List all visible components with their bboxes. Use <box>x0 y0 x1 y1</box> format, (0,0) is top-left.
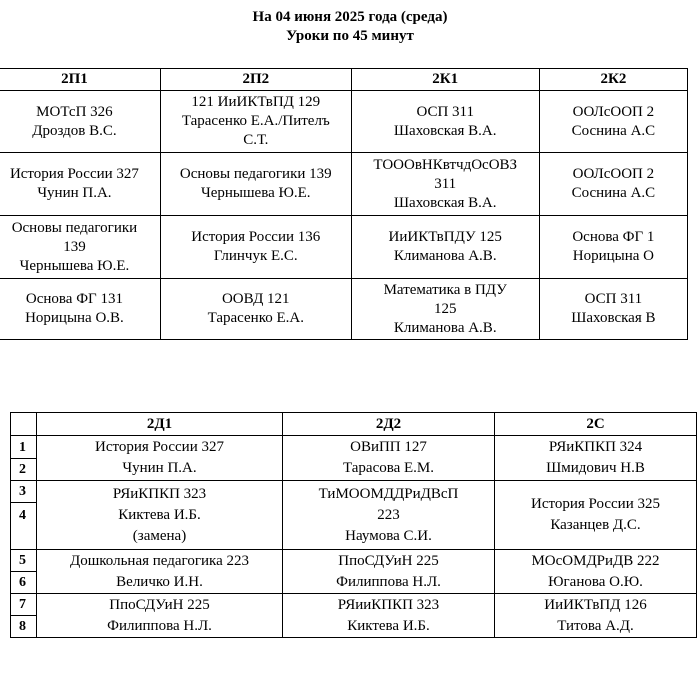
lesson-cell: ООЛсООП 2 Соснина А.С <box>539 153 687 216</box>
lesson-number: 1 <box>11 436 37 459</box>
lesson-cell: МОТсП 326 Дроздов В.С. <box>0 91 160 153</box>
column-header: 2Д1 <box>37 413 283 436</box>
table-row <box>0 91 688 153</box>
schedule-table-bottom <box>10 412 697 638</box>
lesson-cell: РЯиКПКП 323 Киктева И.Б. (замена) <box>37 481 283 550</box>
lesson-cell: Основа ФГ 131 Норицына О.В. <box>0 279 160 340</box>
table-row <box>0 216 688 279</box>
column-header: 2С <box>495 413 697 436</box>
lesson-number-header <box>11 413 37 436</box>
lesson-number: 2 <box>11 459 37 481</box>
lesson-cell: ТОООвНКвтчдОсОВЗ 311 Шаховская В.А. <box>351 153 539 216</box>
lesson-cell: ООЛсООП 2 Соснина А.С <box>539 91 687 153</box>
lesson-cell: История России 325 Казанцев Д.С. <box>495 481 697 550</box>
lesson-cell: Дошкольная педагогика 223 Величко И.Н. <box>37 550 283 594</box>
table-header-row <box>0 69 688 91</box>
schedule-date-title: На 04 июня 2025 года (среда) <box>252 9 448 25</box>
lesson-duration-subtitle: Уроки по 45 минут <box>286 28 414 44</box>
column-header: 2К1 <box>351 69 539 91</box>
lesson-cell: Основы педагогики 139 Чернышева Ю.Е. <box>160 153 351 216</box>
lesson-number: 7 <box>11 594 37 616</box>
lesson-cell: РЯиКПКП 324 Шмидович Н.В <box>495 436 697 481</box>
lesson-number: 3 <box>11 481 37 503</box>
lesson-cell: Основы педагогики 139 Чернышева Ю.Е. <box>0 216 160 279</box>
lesson-number: 8 <box>11 616 37 638</box>
lesson-number: 5 <box>11 550 37 572</box>
column-header: 2К2 <box>539 69 687 91</box>
lesson-number: 4 <box>11 503 37 550</box>
lesson-cell: 121 ИиИКТвПД 129 Тарасенко Е.А./Пителъ С.Т. <box>160 91 351 153</box>
lesson-cell: МОсОМДРиДВ 222 Юганова О.Ю. <box>495 550 697 594</box>
table-header-row <box>11 413 697 436</box>
table-row <box>11 436 697 459</box>
lesson-cell: ПпоСДУиН 225 Филиппова Н.Л. <box>37 594 283 638</box>
table-row <box>0 279 688 340</box>
lesson-cell: ПпоСДУиН 225 Филиппова Н.Л. <box>283 550 495 594</box>
schedule-table-top <box>0 68 688 340</box>
lesson-cell: ИиИКТвПДУ 125 Климанова А.В. <box>351 216 539 279</box>
page-bottom-margin <box>0 648 700 700</box>
lesson-number: 6 <box>11 572 37 594</box>
lesson-cell: Математика в ПДУ 125 Климанова А.В. <box>351 279 539 340</box>
lesson-cell: История России 327 Чунин П.А. <box>37 436 283 481</box>
lesson-cell: ООВД 121 Тарасенко Е.А. <box>160 279 351 340</box>
table-row <box>11 550 697 572</box>
lesson-cell: ТиМООМДДРиДВсП 223 Наумова С.И. <box>283 481 495 550</box>
table-row <box>11 481 697 503</box>
lesson-cell: История России 327 Чунин П.А. <box>0 153 160 216</box>
lesson-cell: ОВиПП 127 Тарасова Е.М. <box>283 436 495 481</box>
column-header: 2Д2 <box>283 413 495 436</box>
lesson-cell: ОСП 311 Шаховская В <box>539 279 687 340</box>
column-header: 2П2 <box>160 69 351 91</box>
column-header: 2П1 <box>0 69 160 91</box>
lesson-cell: История России 136 Глинчук Е.С. <box>160 216 351 279</box>
table-row <box>0 153 688 216</box>
lesson-cell: ОСП 311 Шаховская В.А. <box>351 91 539 153</box>
table-row <box>11 594 697 616</box>
lesson-cell: ИиИКТвПД 126 Титова А.Д. <box>495 594 697 638</box>
lesson-cell: Основа ФГ 1 Норицына О <box>539 216 687 279</box>
lesson-cell: РЯииКПКП 323 Киктева И.Б. <box>283 594 495 638</box>
